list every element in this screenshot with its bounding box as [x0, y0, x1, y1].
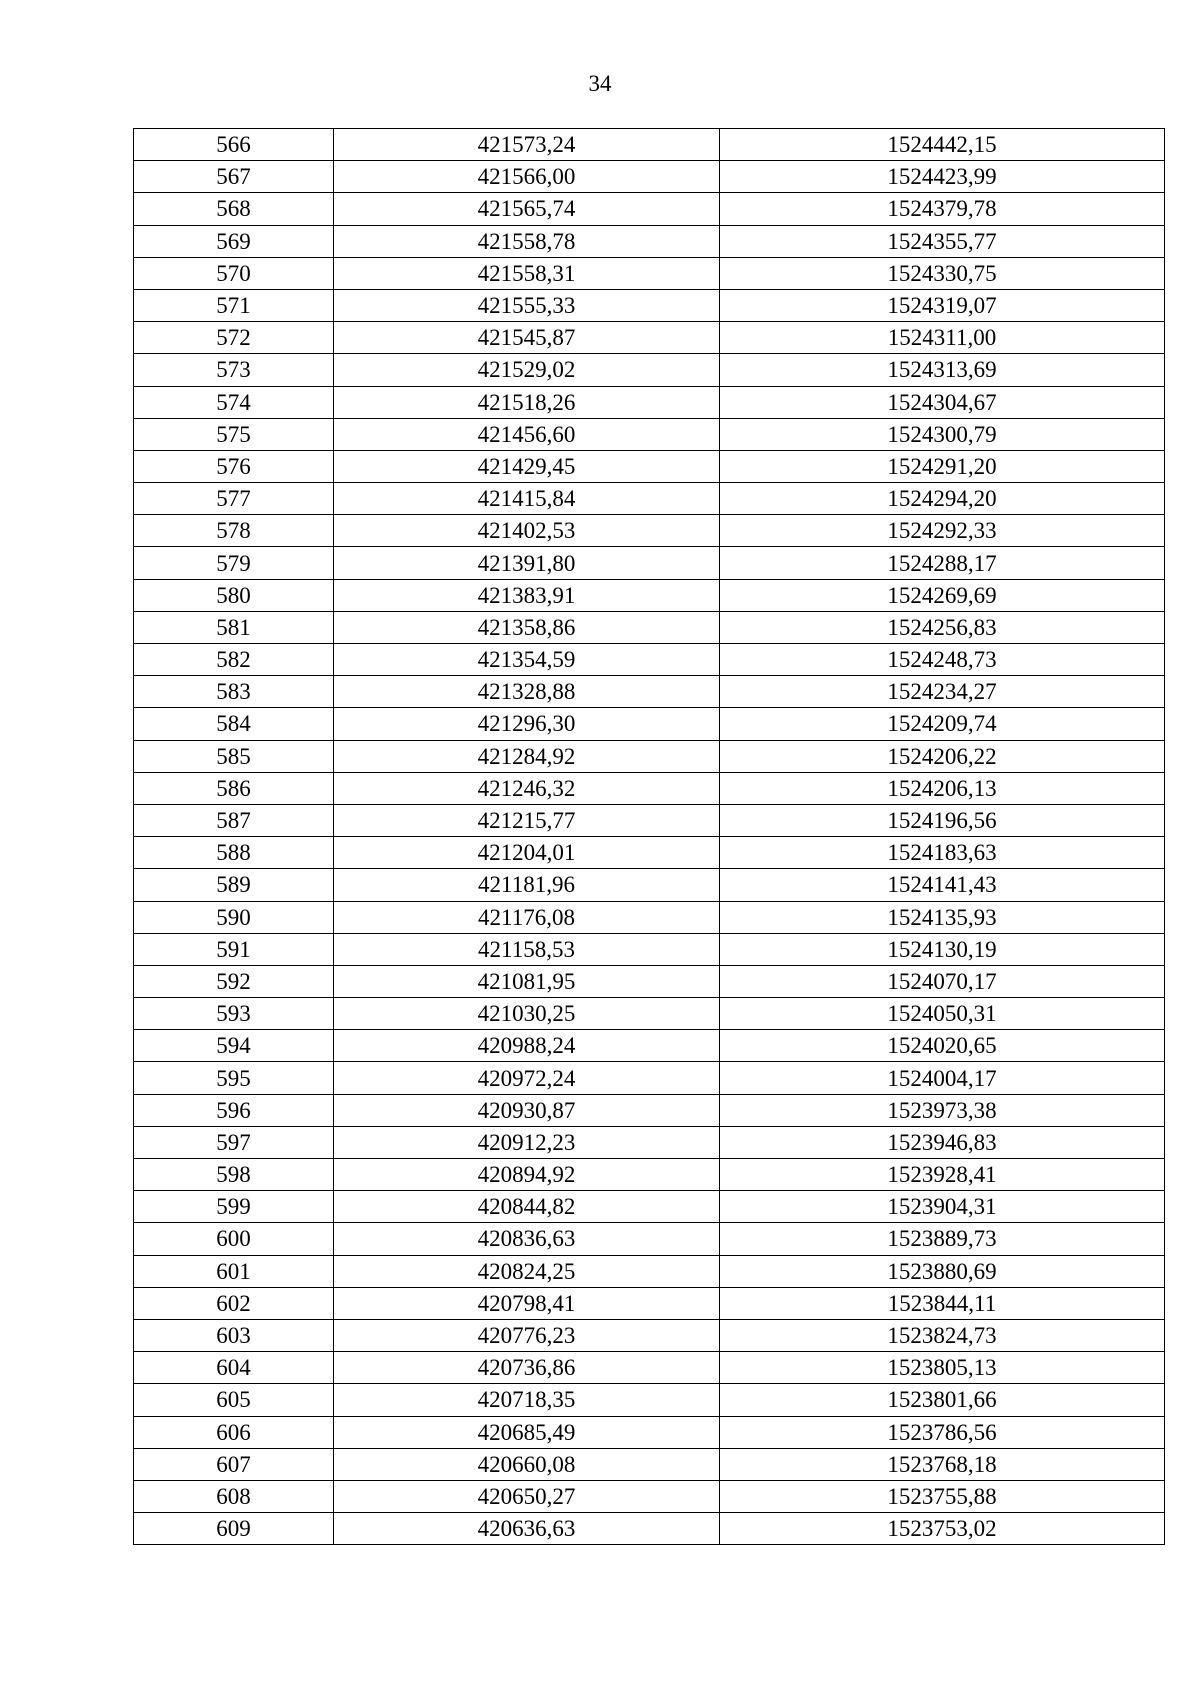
table-row [134, 1416, 1165, 1448]
y-coordinate-cell: 1523753,02 [720, 1513, 1165, 1545]
table-row [134, 611, 1165, 643]
y-coordinate-cell: 1524196,56 [720, 804, 1165, 836]
page-number: 34 [588, 71, 612, 96]
point-number-cell: 574 [134, 386, 334, 418]
y-coordinate-cell: 1524288,17 [720, 547, 1165, 579]
table-row [134, 804, 1165, 836]
point-number-cell: 598 [134, 1159, 334, 1191]
table-row [134, 193, 1165, 225]
table-row [134, 354, 1165, 386]
x-coordinate-cell: 420836,63 [334, 1223, 720, 1255]
point-number-cell: 595 [134, 1062, 334, 1094]
table-row [134, 965, 1165, 997]
table-row [134, 1319, 1165, 1351]
point-number-cell: 601 [134, 1255, 334, 1287]
point-number-cell: 579 [134, 547, 334, 579]
point-number-cell: 586 [134, 772, 334, 804]
table-row [134, 161, 1165, 193]
x-coordinate-cell: 420718,35 [334, 1384, 720, 1416]
point-number-cell: 576 [134, 450, 334, 482]
point-number-cell: 568 [134, 193, 334, 225]
x-coordinate-cell: 421204,01 [334, 837, 720, 869]
table-row [134, 837, 1165, 869]
point-number-cell: 600 [134, 1223, 334, 1255]
table-row [134, 1384, 1165, 1416]
point-number-cell: 575 [134, 418, 334, 450]
point-number-cell: 581 [134, 611, 334, 643]
point-number-cell: 580 [134, 579, 334, 611]
y-coordinate-cell: 1524004,17 [720, 1062, 1165, 1094]
x-coordinate-cell: 420776,23 [334, 1319, 720, 1351]
table-row [134, 418, 1165, 450]
x-coordinate-cell: 420824,25 [334, 1255, 720, 1287]
point-number-cell: 596 [134, 1094, 334, 1126]
point-number-cell: 578 [134, 515, 334, 547]
point-number-cell: 567 [134, 161, 334, 193]
y-coordinate-cell: 1524141,43 [720, 869, 1165, 901]
x-coordinate-cell: 420636,63 [334, 1513, 720, 1545]
point-number-cell: 604 [134, 1352, 334, 1384]
x-coordinate-cell: 421558,31 [334, 257, 720, 289]
y-coordinate-cell: 1524183,63 [720, 837, 1165, 869]
point-number-cell: 594 [134, 1030, 334, 1062]
point-number-cell: 603 [134, 1319, 334, 1351]
table-row [134, 129, 1165, 161]
x-coordinate-cell: 420894,92 [334, 1159, 720, 1191]
point-number-cell: 608 [134, 1480, 334, 1512]
x-coordinate-cell: 421573,24 [334, 129, 720, 161]
x-coordinate-cell: 420912,23 [334, 1126, 720, 1158]
y-coordinate-cell: 1523928,41 [720, 1159, 1165, 1191]
table-row [134, 1513, 1165, 1545]
table-row [134, 450, 1165, 482]
y-coordinate-cell: 1524304,67 [720, 386, 1165, 418]
table-row [134, 1126, 1165, 1158]
table-row [134, 772, 1165, 804]
point-number-cell: 606 [134, 1416, 334, 1448]
table-row [134, 740, 1165, 772]
point-number-cell: 591 [134, 933, 334, 965]
table-row [134, 547, 1165, 579]
y-coordinate-cell: 1524130,19 [720, 933, 1165, 965]
y-coordinate-cell: 1523768,18 [720, 1448, 1165, 1480]
y-coordinate-cell: 1524292,33 [720, 515, 1165, 547]
point-number-cell: 571 [134, 289, 334, 321]
table-row [134, 708, 1165, 740]
x-coordinate-cell: 421415,84 [334, 483, 720, 515]
table-row [134, 515, 1165, 547]
y-coordinate-cell: 1524313,69 [720, 354, 1165, 386]
point-number-cell: 570 [134, 257, 334, 289]
x-coordinate-cell: 420685,49 [334, 1416, 720, 1448]
point-number-cell: 590 [134, 901, 334, 933]
y-coordinate-cell: 1524050,31 [720, 998, 1165, 1030]
y-coordinate-cell: 1524423,99 [720, 161, 1165, 193]
table-row [134, 386, 1165, 418]
x-coordinate-cell: 421545,87 [334, 322, 720, 354]
y-coordinate-cell: 1524319,07 [720, 289, 1165, 321]
table-row [134, 1191, 1165, 1223]
x-coordinate-cell: 420798,41 [334, 1287, 720, 1319]
point-number-cell: 584 [134, 708, 334, 740]
x-coordinate-cell: 421246,32 [334, 772, 720, 804]
x-coordinate-cell: 421565,74 [334, 193, 720, 225]
x-coordinate-cell: 421402,53 [334, 515, 720, 547]
table-row [134, 676, 1165, 708]
y-coordinate-cell: 1523880,69 [720, 1255, 1165, 1287]
point-number-cell: 582 [134, 644, 334, 676]
y-coordinate-cell: 1524070,17 [720, 965, 1165, 997]
coordinates-table [133, 128, 1165, 1545]
point-number-cell: 602 [134, 1287, 334, 1319]
table-row [134, 1062, 1165, 1094]
y-coordinate-cell: 1523805,13 [720, 1352, 1165, 1384]
y-coordinate-cell: 1524234,27 [720, 676, 1165, 708]
y-coordinate-cell: 1523786,56 [720, 1416, 1165, 1448]
table-row [134, 1480, 1165, 1512]
table-row [134, 483, 1165, 515]
point-number-cell: 566 [134, 129, 334, 161]
table-row [134, 1030, 1165, 1062]
y-coordinate-cell: 1524291,20 [720, 450, 1165, 482]
y-coordinate-cell: 1524330,75 [720, 257, 1165, 289]
point-number-cell: 597 [134, 1126, 334, 1158]
x-coordinate-cell: 421566,00 [334, 161, 720, 193]
y-coordinate-cell: 1523904,31 [720, 1191, 1165, 1223]
x-coordinate-cell: 421081,95 [334, 965, 720, 997]
x-coordinate-cell: 421296,30 [334, 708, 720, 740]
table-row [134, 1255, 1165, 1287]
x-coordinate-cell: 421558,78 [334, 225, 720, 257]
y-coordinate-cell: 1523889,73 [720, 1223, 1165, 1255]
y-coordinate-cell: 1524442,15 [720, 129, 1165, 161]
point-number-cell: 585 [134, 740, 334, 772]
x-coordinate-cell: 421215,77 [334, 804, 720, 836]
table-row [134, 1352, 1165, 1384]
y-coordinate-cell: 1524256,83 [720, 611, 1165, 643]
y-coordinate-cell: 1524269,69 [720, 579, 1165, 611]
point-number-cell: 569 [134, 225, 334, 257]
table-row [134, 1448, 1165, 1480]
x-coordinate-cell: 421176,08 [334, 901, 720, 933]
x-coordinate-cell: 421529,02 [334, 354, 720, 386]
y-coordinate-cell: 1524135,93 [720, 901, 1165, 933]
point-number-cell: 592 [134, 965, 334, 997]
table-row [134, 1094, 1165, 1126]
y-coordinate-cell: 1523973,38 [720, 1094, 1165, 1126]
table-row [134, 901, 1165, 933]
y-coordinate-cell: 1523946,83 [720, 1126, 1165, 1158]
x-coordinate-cell: 421328,88 [334, 676, 720, 708]
y-coordinate-cell: 1524355,77 [720, 225, 1165, 257]
x-coordinate-cell: 421358,86 [334, 611, 720, 643]
coordinates-table-body [134, 129, 1165, 1545]
x-coordinate-cell: 421030,25 [334, 998, 720, 1030]
x-coordinate-cell: 421284,92 [334, 740, 720, 772]
table-row [134, 322, 1165, 354]
x-coordinate-cell: 421429,45 [334, 450, 720, 482]
x-coordinate-cell: 420650,27 [334, 1480, 720, 1512]
table-row [134, 869, 1165, 901]
x-coordinate-cell: 420844,82 [334, 1191, 720, 1223]
y-coordinate-cell: 1523844,11 [720, 1287, 1165, 1319]
point-number-cell: 605 [134, 1384, 334, 1416]
table-row [134, 257, 1165, 289]
x-coordinate-cell: 421158,53 [334, 933, 720, 965]
x-coordinate-cell: 421555,33 [334, 289, 720, 321]
table-row [134, 1287, 1165, 1319]
table-row [134, 1159, 1165, 1191]
y-coordinate-cell: 1524300,79 [720, 418, 1165, 450]
point-number-cell: 609 [134, 1513, 334, 1545]
point-number-cell: 593 [134, 998, 334, 1030]
point-number-cell: 583 [134, 676, 334, 708]
point-number-cell: 573 [134, 354, 334, 386]
y-coordinate-cell: 1524248,73 [720, 644, 1165, 676]
table-row [134, 289, 1165, 321]
y-coordinate-cell: 1523755,88 [720, 1480, 1165, 1512]
x-coordinate-cell: 421383,91 [334, 579, 720, 611]
y-coordinate-cell: 1524209,74 [720, 708, 1165, 740]
point-number-cell: 607 [134, 1448, 334, 1480]
table-row [134, 225, 1165, 257]
y-coordinate-cell: 1524206,13 [720, 772, 1165, 804]
point-number-cell: 589 [134, 869, 334, 901]
table-row [134, 579, 1165, 611]
y-coordinate-cell: 1524311,00 [720, 322, 1165, 354]
y-coordinate-cell: 1524206,22 [720, 740, 1165, 772]
y-coordinate-cell: 1524294,20 [720, 483, 1165, 515]
x-coordinate-cell: 420988,24 [334, 1030, 720, 1062]
point-number-cell: 577 [134, 483, 334, 515]
table-row [134, 998, 1165, 1030]
x-coordinate-cell: 421456,60 [334, 418, 720, 450]
point-number-cell: 572 [134, 322, 334, 354]
point-number-cell: 588 [134, 837, 334, 869]
y-coordinate-cell: 1523801,66 [720, 1384, 1165, 1416]
table-row [134, 933, 1165, 965]
x-coordinate-cell: 420660,08 [334, 1448, 720, 1480]
x-coordinate-cell: 420972,24 [334, 1062, 720, 1094]
y-coordinate-cell: 1524020,65 [720, 1030, 1165, 1062]
x-coordinate-cell: 421518,26 [334, 386, 720, 418]
x-coordinate-cell: 420930,87 [334, 1094, 720, 1126]
x-coordinate-cell: 421391,80 [334, 547, 720, 579]
table-row [134, 644, 1165, 676]
x-coordinate-cell: 420736,86 [334, 1352, 720, 1384]
y-coordinate-cell: 1524379,78 [720, 193, 1165, 225]
point-number-cell: 599 [134, 1191, 334, 1223]
table-row [134, 1223, 1165, 1255]
point-number-cell: 587 [134, 804, 334, 836]
x-coordinate-cell: 421354,59 [334, 644, 720, 676]
y-coordinate-cell: 1523824,73 [720, 1319, 1165, 1351]
x-coordinate-cell: 421181,96 [334, 869, 720, 901]
